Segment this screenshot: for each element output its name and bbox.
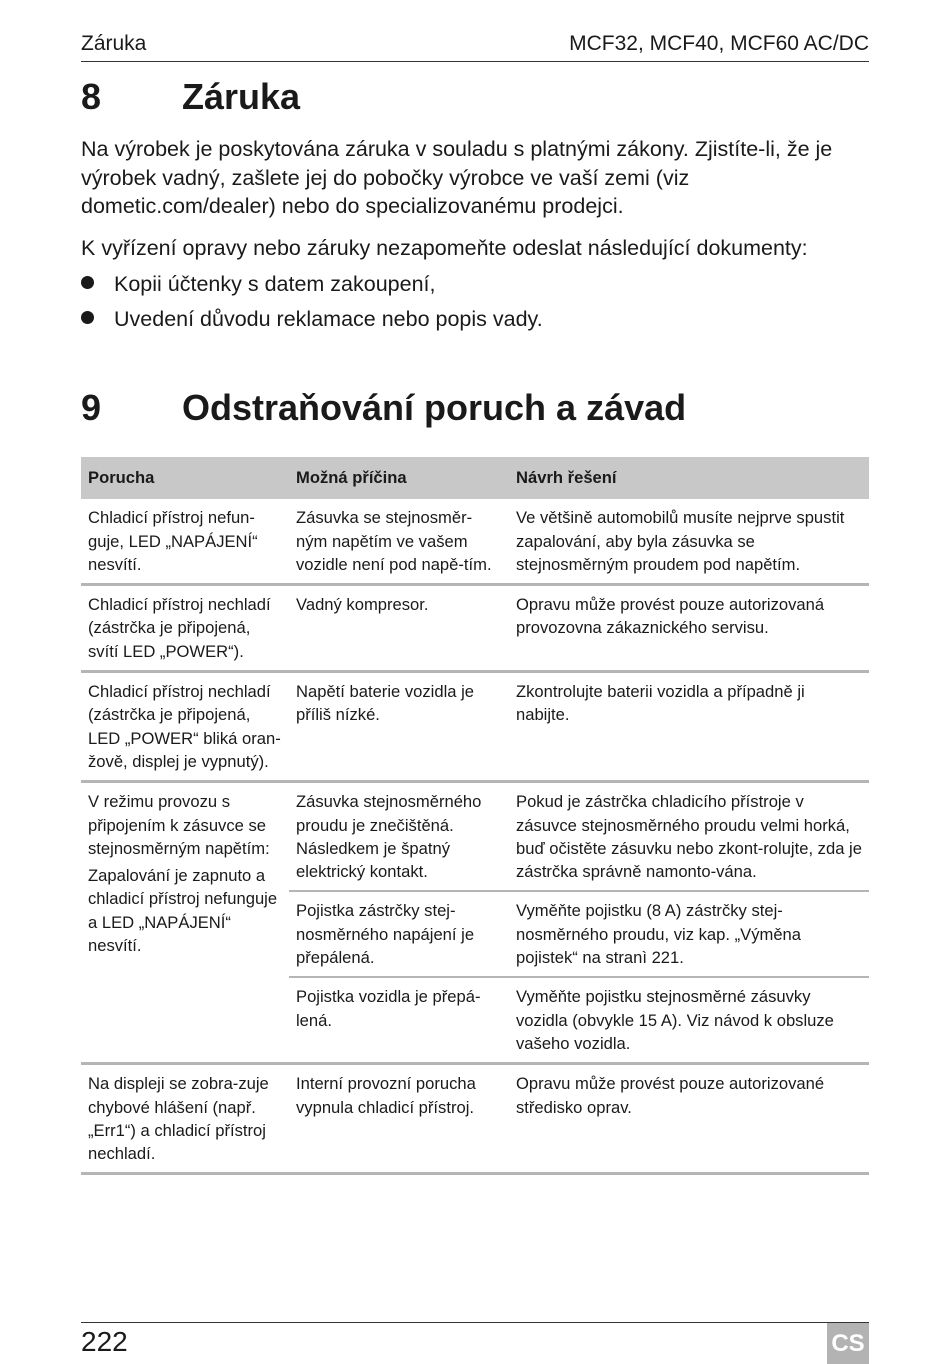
solution-cell: Opravu může provést pouze autorizované středisko oprav. xyxy=(509,1064,869,1174)
cause-cell: Napětí baterie vozidla je příliš nízké. xyxy=(289,672,509,782)
fault-cell: Na displeji se zobra-zuje chybové hlášení (např. „Err1“) a chladicí přístroj nechladí. xyxy=(81,1064,289,1174)
solution-cell: Pokud je zástrčka chladicího přístroje v zásuvce stejnosměrného proudu velmi horká, buď očistěte zásuvku nebo zkont-rolujte, zda je zástrčka správně namonto-vána. xyxy=(509,782,869,892)
bullet-text: Kopii účtenky s datem zakoupení, xyxy=(114,272,436,296)
fault-detail-text: Zapalování je zapnuto a chladicí přístroj nefunguje a LED „NAPÁJENÍ“ nesvítí. xyxy=(88,866,278,956)
solution-cell: Zkontrolujte baterii vozidla a případně ji nabijte. xyxy=(509,672,869,782)
bullet-text: Uvedení důvodu reklamace nebo popis vady. xyxy=(114,307,543,331)
fault-cell: Chladicí přístroj nefun-guje, LED „NAPÁJENÍ“ nesvítí. xyxy=(81,499,289,584)
section-9-title: Odstraňování poruch a závad xyxy=(182,387,687,428)
fault-cell xyxy=(81,782,289,1064)
page-number: 222 xyxy=(81,1326,128,1357)
bullet-item xyxy=(81,305,543,333)
table-header-row xyxy=(81,457,869,499)
cause-cell: Pojistka vozidla je přepá-lená. xyxy=(289,977,509,1063)
language-badge: CS xyxy=(827,1323,869,1364)
solution-cell: Vyměňte pojistku (8 A) zástrčky stej-nosměrného proudu, viz kap. „Výměna pojistek“ na stranì 221. xyxy=(509,891,869,977)
header-model-names: MCF32, MCF40, MCF60 AC/DC xyxy=(569,32,869,55)
column-header-fault: Porucha xyxy=(81,457,289,499)
documents-intro: K vyřízení opravy nebo záruky nezapomeňte odeslat následující dokumenty: xyxy=(81,236,808,260)
fault-text: V režimu provozu s připojením k zásuvce se stejnosměrným napětím: xyxy=(88,792,270,858)
header-section-name: Záruka xyxy=(81,32,147,55)
table-row xyxy=(81,672,869,782)
table-row xyxy=(81,782,869,892)
column-header-solution: Návrh řešení xyxy=(509,457,869,499)
bullet-item xyxy=(81,270,436,298)
solution-cell: Ve většině automobilů musíte nejprve spustit zapalování, aby byla zásuvka se stejnosměrným proudem pod napětím. xyxy=(509,499,869,584)
fault-cell: Chladicí přístroj nechladí (zástrčka je připojená, svítí LED „POWER“). xyxy=(81,585,289,672)
footer-divider xyxy=(81,1322,869,1323)
column-header-cause: Možná příčina xyxy=(289,457,509,499)
solution-cell: Opravu může provést pouze autorizovaná provozovna zákaznického servisu. xyxy=(509,585,869,672)
warranty-paragraph: Na výrobek je poskytována záruka v souladu s platnými zákony. Zjistíte-li, že je výrobek vadný, zašlete jej do pobočky výrobce ve vaší zemi (viz dometic.com/dealer) nebo do specializovanému prodejci. xyxy=(81,137,833,218)
bullet-dot-icon xyxy=(81,311,94,324)
fault-cell: Chladicí přístroj nechladí (zástrčka je připojená, LED „POWER“ bliká oran-žově, displej je vypnutý). xyxy=(81,672,289,782)
section-8-title: Záruka xyxy=(182,76,301,117)
cause-cell: Zásuvka se stejnosměr-ným napětím ve vašem vozidle není pod napě-tím. xyxy=(289,499,509,584)
section-9-number: 9 xyxy=(81,387,102,428)
cause-cell: Zásuvka stejnosměrného proudu je znečištěná. Následkem je špatný elektrický kontakt. xyxy=(289,782,509,892)
cause-cell: Interní provozní porucha vypnula chladicí přístroj. xyxy=(289,1064,509,1174)
cause-cell: Pojistka zástrčky stej-nosměrného napájení je přepálená. xyxy=(289,891,509,977)
cause-cell: Vadný kompresor. xyxy=(289,585,509,672)
table-row xyxy=(81,499,869,584)
solution-cell: Vyměňte pojistku stejnosměrné zásuvky vozidla (obvykle 15 A). Viz návod k obsluze vašeho vozidla. xyxy=(509,977,869,1063)
troubleshooting-table xyxy=(81,457,869,1175)
page-header xyxy=(81,30,869,62)
table-row xyxy=(81,1064,869,1174)
bullet-dot-icon xyxy=(81,276,94,289)
section-8-number: 8 xyxy=(81,76,102,117)
table-row xyxy=(81,585,869,672)
